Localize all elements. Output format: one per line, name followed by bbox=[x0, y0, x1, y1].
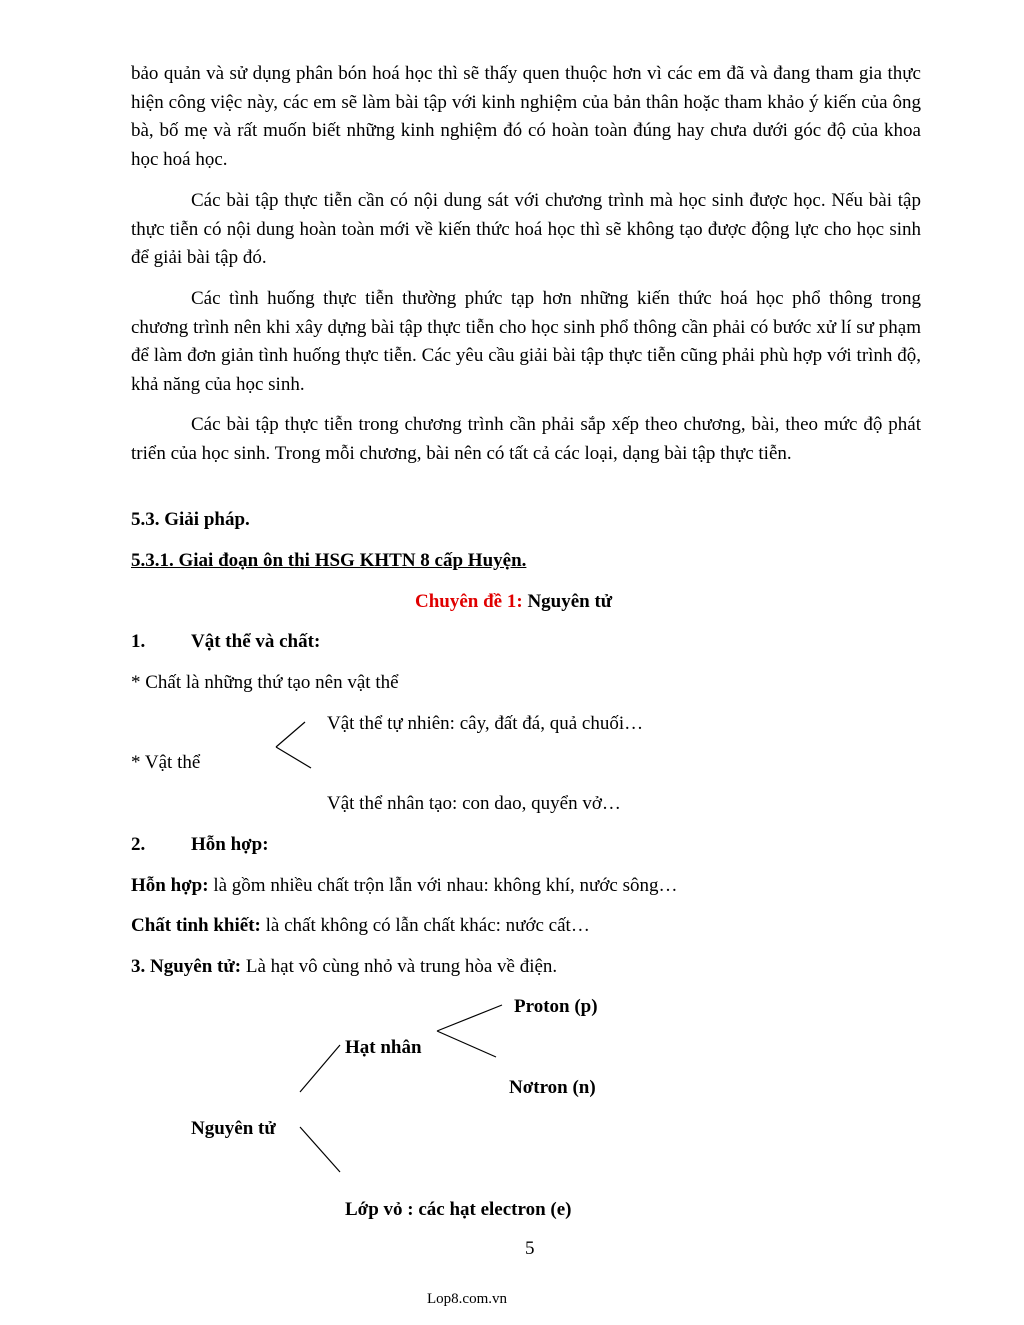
chat-definition: * Chất là những thứ tạo nên vật thể bbox=[131, 672, 399, 693]
vat-the-branch-lower bbox=[276, 747, 311, 768]
atom-root: Nguyên tử bbox=[191, 1118, 276, 1139]
atom-neutron: Nơtron (n) bbox=[509, 1077, 596, 1098]
topic-name: Nguyên tử bbox=[522, 591, 613, 612]
atom-proton: Proton (p) bbox=[514, 996, 598, 1017]
root-branch-upper bbox=[300, 1045, 340, 1092]
page-number: 5 bbox=[525, 1238, 535, 1259]
vat-the-label: * Vật thể bbox=[131, 752, 201, 773]
atom-shell: Lớp vỏ : các hạt electron (e) bbox=[345, 1199, 572, 1220]
nucleus-branch-upper bbox=[437, 1005, 502, 1031]
footer-site: Lop8.com.vn bbox=[427, 1291, 507, 1307]
paragraph-1-text: bảo quản và sử dụng phân bón hoá học thì sẽ thấy quen thuộc hơn vì các em đã và đang tham gia thực hiện công việc này, các em sẽ làm bài tập với kinh nghiệm của bản thân hoặc tham khảo ý kiến của ông bà, bố mẹ và rất muốn biết những kinh nghiệm đó có hoàn toàn đúng hay chưa dưới góc độ của khoa học hoá học. bbox=[131, 63, 921, 171]
atom-nucleus: Hạt nhân bbox=[345, 1037, 422, 1058]
topic-label: Chuyên đề 1: bbox=[415, 591, 523, 612]
section-heading-5-3-1: 5.3.1. Giai đoạn ôn thi HSG KHTN 8 cấp Huyện. bbox=[131, 550, 527, 571]
item1-number: 1. bbox=[131, 631, 146, 652]
root-branch-lower bbox=[300, 1127, 340, 1172]
section-heading-5-3: 5.3. Giải pháp. bbox=[131, 509, 250, 530]
item3-label: 3. Nguyên tử: bbox=[131, 956, 242, 977]
paragraph-2-text: Các bài tập thực tiễn cần có nội dung sát với chương trình mà học sinh được học. Nếu bài tập thực tiễn có nội dung hoàn toàn mới về kiến thức hoá học thì sẽ không tạo được động lực cho học sinh để giải bài tập đó. bbox=[131, 190, 921, 269]
hon-hop-text: là gồm nhiều chất trộn lẫn với nhau: không khí, nước sông… bbox=[208, 875, 678, 896]
item2-number: 2. bbox=[131, 834, 146, 855]
vat-the-natural: Vật thể tự nhiên: cây, đất đá, quả chuối… bbox=[327, 713, 644, 734]
tinh-khiet-text: là chất không có lẫn chất khác: nước cất… bbox=[260, 915, 590, 936]
nucleus-branch-lower bbox=[437, 1031, 496, 1057]
item1-title: Vật thể và chất: bbox=[191, 631, 321, 652]
vat-the-artificial: Vật thể nhân tạo: con dao, quyển vở… bbox=[327, 793, 621, 814]
tinh-khiet-label: Chất tinh khiết: bbox=[131, 915, 261, 936]
paragraph-3-text: Các tình huống thực tiễn thường phức tạp hơn những kiến thức hoá học phổ thông trong chương trình nên khi xây dựng bài tập thực tiễn cho học sinh phổ thông cần phải có bước xử lí sư phạm để làm đơn giản tình huống thực tiễn. Các yêu cầu giải bài tập thực tiễn cũng phải phù hợp với trình độ, khả năng của học sinh. bbox=[131, 288, 921, 396]
item2-title: Hỗn hợp: bbox=[191, 834, 269, 855]
paragraph-4-text: Các bài tập thực tiễn trong chương trình cần phải sắp xếp theo chương, bài, theo mức độ phát triển của học sinh. Trong mỗi chương, bài nên có tất cả các loại, dạng bài tập thực tiễn. bbox=[131, 414, 921, 464]
hon-hop-label: Hỗn hợp: bbox=[131, 875, 209, 896]
item3-text: Là hạt vô cùng nhỏ và trung hòa về điện. bbox=[241, 956, 558, 977]
vat-the-branch-upper bbox=[276, 722, 305, 747]
